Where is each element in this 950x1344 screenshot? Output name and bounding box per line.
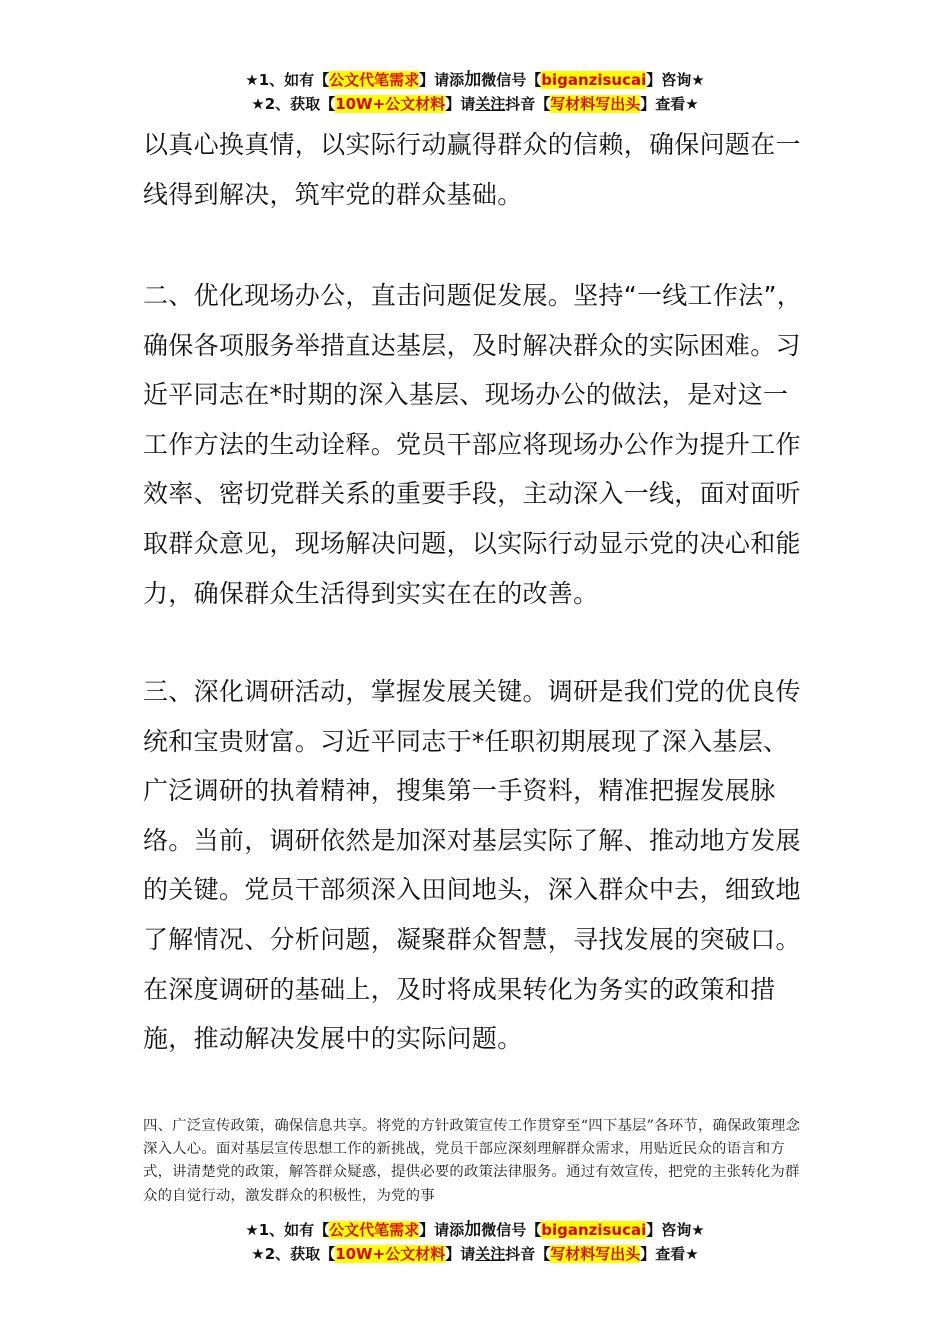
paragraph-1: 以真心换真情，以实际行动赢得群众的信赖，确保问题在一线得到解决，筑牢党的群众基础。	[143, 130, 801, 209]
banner-line-1	[0, 68, 950, 92]
banner-text: 抖音【	[505, 95, 551, 113]
banner-text: ★2、获取【	[251, 1245, 336, 1263]
banner-text: 加	[464, 1220, 482, 1240]
banner-text-underlined: 关注	[475, 95, 506, 113]
banner-text: ★1、如有【	[245, 71, 330, 89]
banner-text: 加	[464, 70, 482, 90]
banner-text: 抖音【	[505, 1245, 551, 1263]
banner-highlight-douyin: 写材料写出头	[550, 1245, 641, 1263]
paragraph-3: 三、深化调研活动，掌握发展关键。调研是我们党的优良传统和宝贵财富。习近平同志于*任职初期展现了深入基层、广泛调研的执着精神，搜集第一手资料，精准把握发展脉络。当前，调研依然是加深对基层实际了解、推动地方发展的关键。党员干部须深入田间地头，深入群众中去，细致地了解情况、分析问题，凝聚群众智慧，寻找发展的突破口。在深度调研的基础上，及时将成果转化为务实的政策和措施，推动解决发展中的实际问题。	[143, 677, 801, 1054]
banner-text: 】查看★	[640, 95, 699, 113]
banner-highlight-douyin: 写材料写出头	[550, 95, 641, 113]
banner-highlight-service: 公文代笔需求	[329, 1221, 420, 1239]
banner-text: 微信号【	[481, 71, 542, 89]
banner-text: 】咨询★	[646, 71, 705, 89]
banner-text: 】查看★	[640, 1245, 699, 1263]
banner-text: 】请添	[419, 71, 465, 89]
banner-highlight-wechat-id: biganzisucai	[541, 71, 647, 89]
banner-text: 】请添	[419, 1221, 465, 1239]
banner-highlight-materials: 10W+公文材料	[335, 1245, 446, 1263]
banner-text: ★1、如有【	[245, 1221, 330, 1239]
bottom-banner	[0, 1218, 950, 1266]
banner-text: ★2、获取【	[251, 95, 336, 113]
paragraph-2: 二、优化现场办公，直击问题促发展。坚持“一线工作法”，确保各项服务举措直达基层，及时解决群众的实际困难。习近平同志在*时期的深入基层、现场办公的做法，是对这一工作方法的生动诠释。党员干部应将现场办公作为提升工作效率、密切党群关系的重要手段，主动深入一线，面对面听取群众意见，现场解决问题，以实际行动显示党的决心和能力，确保群众生活得到实实在在的改善。	[143, 281, 803, 608]
banner-highlight-service: 公文代笔需求	[329, 71, 420, 89]
banner-text: 】请	[445, 1245, 476, 1263]
banner-line-2	[0, 92, 950, 116]
banner-highlight-materials: 10W+公文材料	[335, 95, 446, 113]
banner-text: 】咨询★	[646, 1221, 705, 1239]
banner-text-underlined: 关注	[475, 1245, 506, 1263]
banner-text: 微信号【	[481, 1221, 542, 1239]
paragraph-4: 四、广泛宣传政策，确保信息共享。将党的方针政策宣传工作贯穿至“四下基层”各环节，确保政策理念深入人心。面对基层宣传思想工作的新挑战，党员干部应深刻理解群众需求，用贴近民众的语言和方式，讲清楚党的政策，解答群众疑惑，提供必要的政策法律服务。通过有效宣传，把党的主张转化为群众的自觉行动，激发群众的积极性，为党的事	[143, 1118, 801, 1204]
banner-text: 】请	[445, 95, 476, 113]
banner-highlight-wechat-id: biganzisucai	[541, 1221, 647, 1239]
banner-line-2	[0, 1242, 950, 1266]
top-banner	[0, 68, 950, 116]
banner-line-1	[0, 1218, 950, 1242]
